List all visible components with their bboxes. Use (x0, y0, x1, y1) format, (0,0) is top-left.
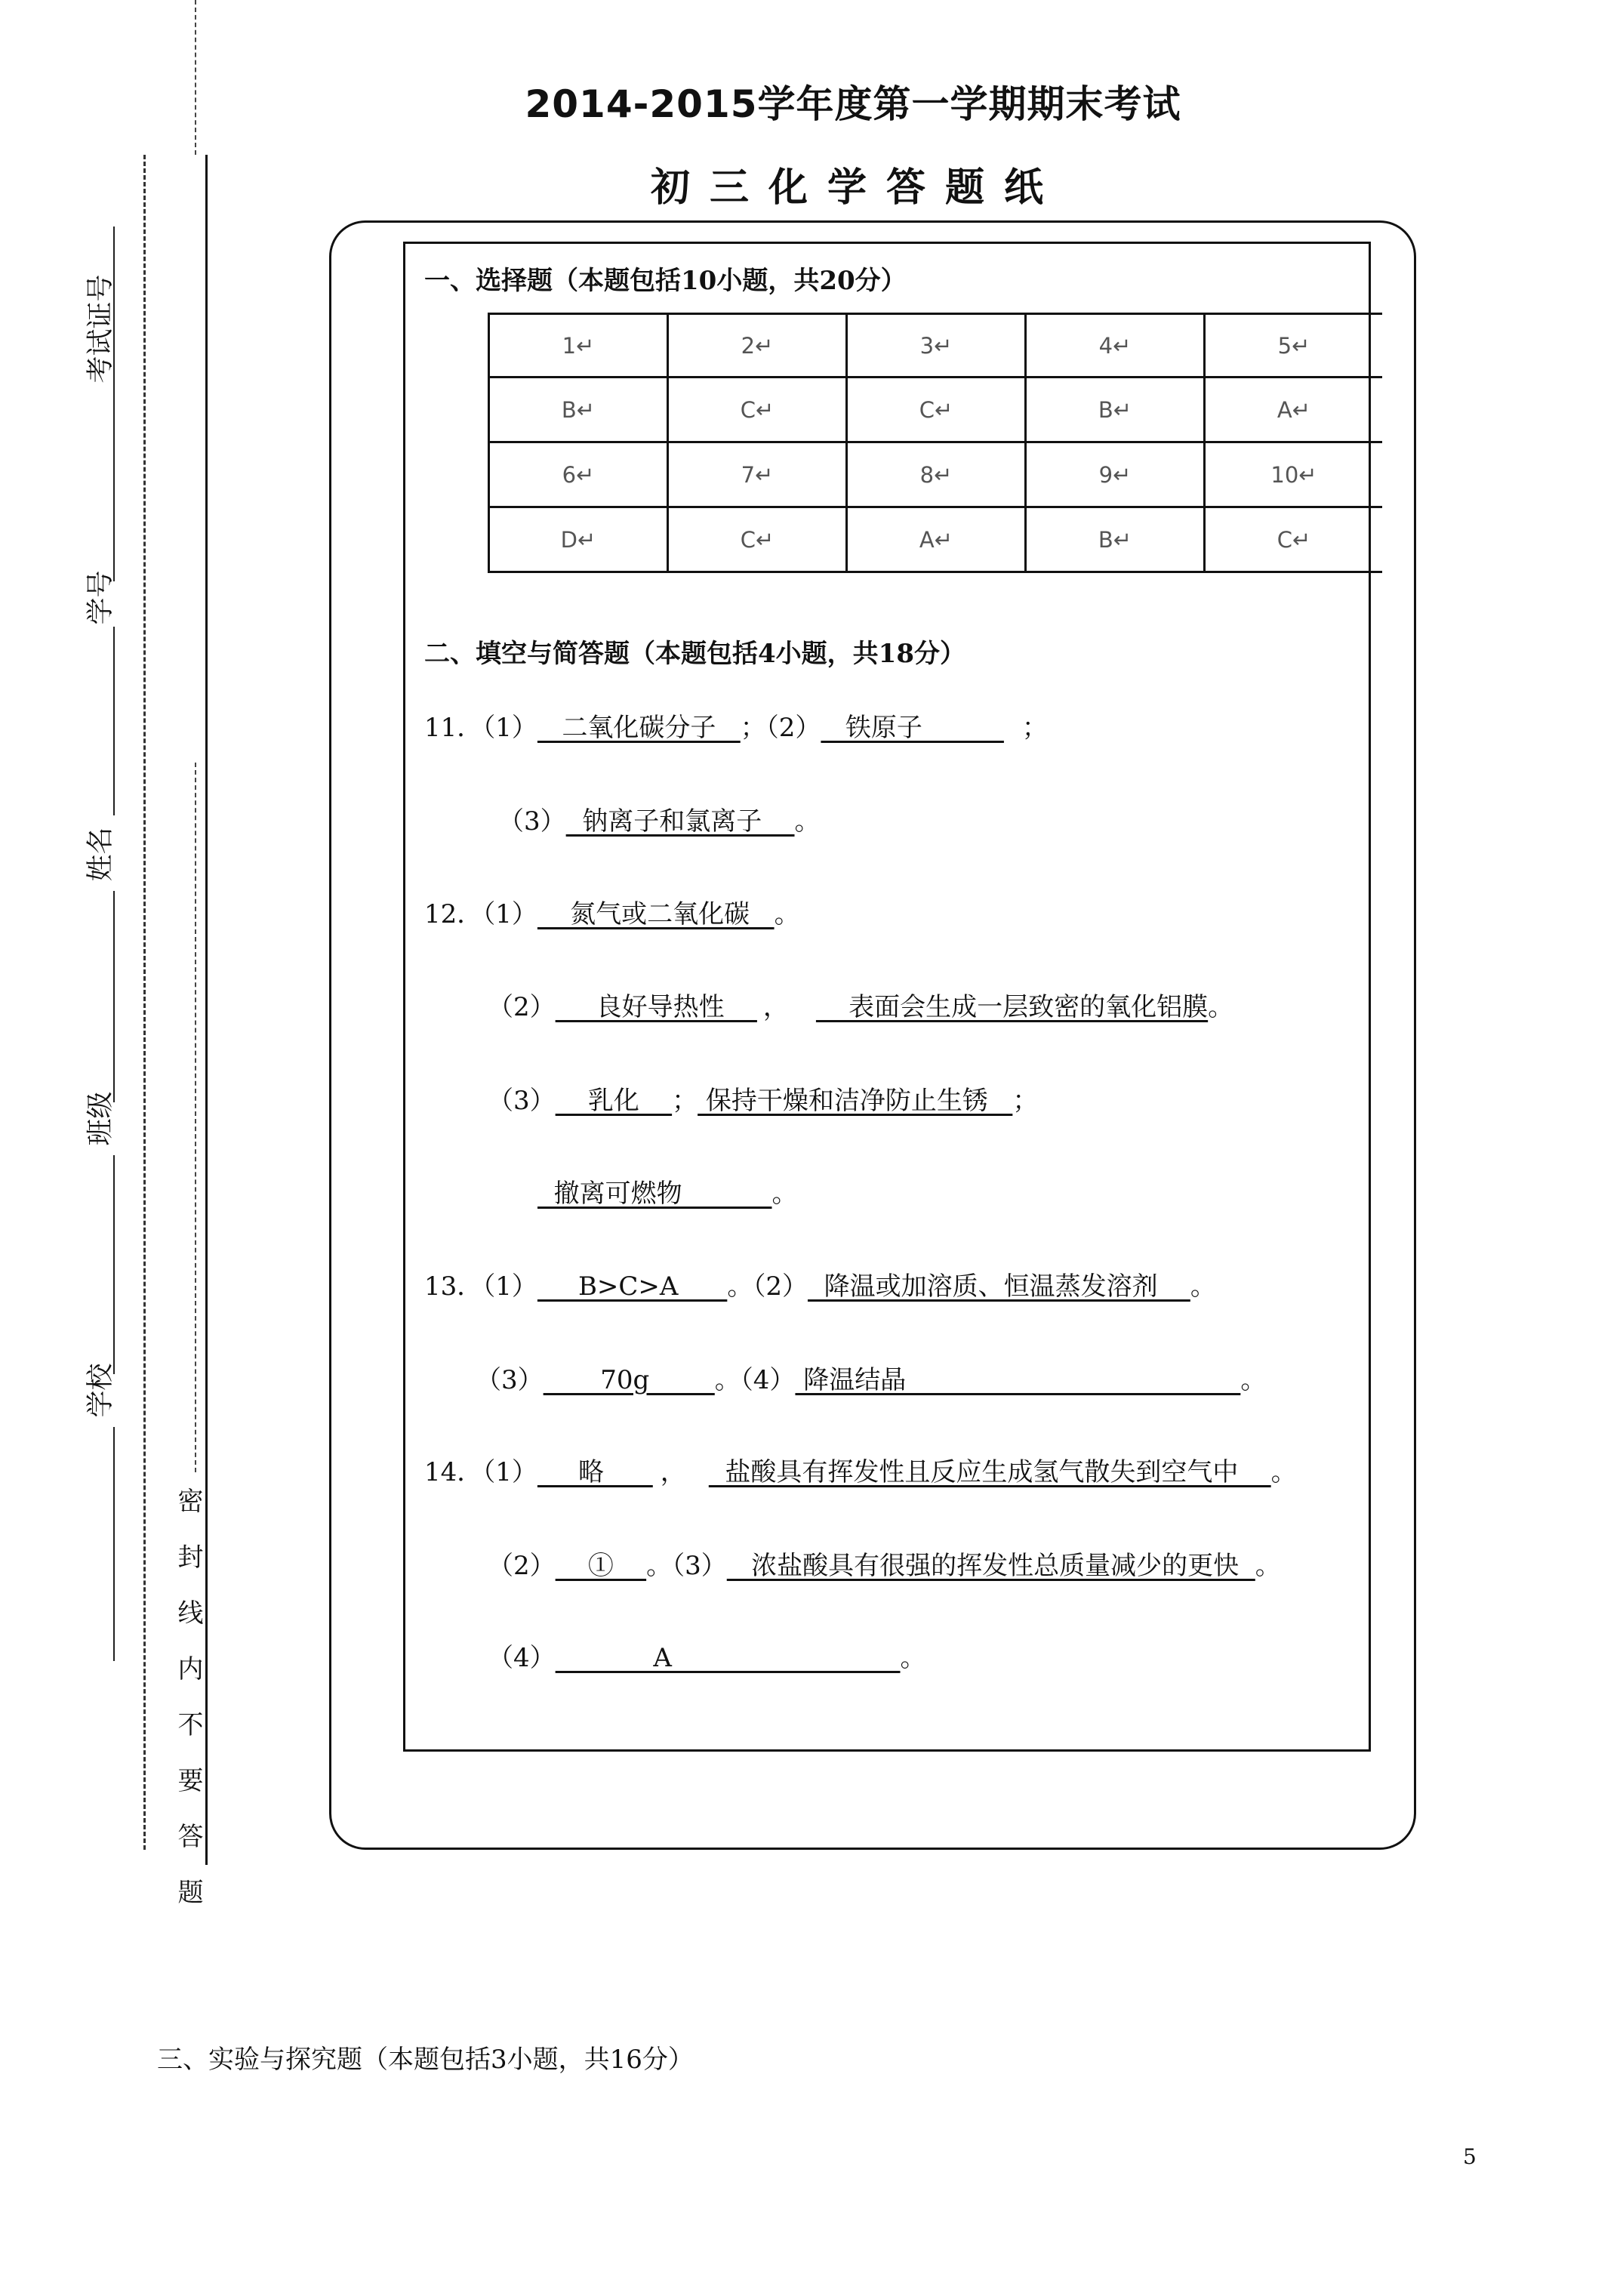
answer-blank: 降温或加溶质、恒温蒸发溶剂 (807, 1271, 1190, 1302)
table-cell: 9↵ (1026, 442, 1205, 507)
sheet-title: 初三化学答题纸 (650, 165, 1063, 211)
name-label: 姓名 (85, 827, 116, 882)
answer-blank: 70g (543, 1365, 715, 1395)
table-cell: 7↵ (668, 442, 847, 507)
table-cell: C↵ (847, 378, 1026, 442)
table-cell: C↵ (668, 378, 847, 442)
answer-blank: 降温结晶 (795, 1365, 1241, 1395)
exam-id-label: 考试证号 (85, 274, 116, 384)
table-cell: B↵ (489, 378, 668, 442)
q14-line3: （4） A 。 (488, 1643, 926, 1673)
answer-blank: 良好导热性 (555, 992, 757, 1022)
q12-line3: （3） 乳化 ； 保持干燥和洁净防止生锈 ； (488, 1086, 1039, 1116)
q13-line2: （3） 70g 。（4） 降温结晶 。 (476, 1365, 1267, 1395)
q11-line1: 11．（1） 二氧化碳分子 ；（2） 铁原子 ； (424, 713, 1048, 743)
table-cell: 4↵ (1026, 314, 1205, 378)
binding-dashed-line (143, 155, 146, 1850)
table-row (489, 507, 1383, 572)
page-number: 5 (1463, 2144, 1477, 2169)
seal-dashed-line (195, 763, 196, 1472)
section3-heading: 三、实验与探究题（本题包括3小题，共16分） (157, 2045, 694, 2075)
q12-line2: （2） 良好导热性 ， 表面会生成一层致密的氧化铝膜。 (488, 992, 1234, 1022)
answer-blank: 表面会生成一层致密的氧化铝膜 (815, 992, 1209, 1022)
q13-line1: 13．（1） B>C>A 。（2） 降温或加溶质、恒温蒸发溶剂 。 (424, 1271, 1216, 1302)
table-row (489, 442, 1383, 507)
table-cell: 6↵ (489, 442, 668, 507)
table-cell: D↵ (489, 507, 668, 572)
table-cell: B↵ (1026, 378, 1205, 442)
answer-blank: 撤离可燃物 (537, 1179, 772, 1209)
answer-blank: 浓盐酸具有很强的挥发性总质量减少的更快 (726, 1551, 1255, 1581)
answer-blank: 乳化 (555, 1086, 673, 1116)
answer-blank: 二氧化碳分子 (537, 713, 741, 743)
table-cell: 8↵ (847, 442, 1026, 507)
choice-answer-table (488, 313, 1382, 573)
table-cell: C↵ (1205, 507, 1383, 572)
seal-notice: 密封线内不要答题 (173, 1487, 203, 1934)
answer-blank: ① (555, 1551, 647, 1581)
class-label: 班级 (85, 1091, 116, 1146)
table-row (489, 314, 1383, 378)
exam-title: 2014-2015学年度第一学期期末考试 (525, 82, 1181, 126)
student-no-label: 学号 (85, 570, 116, 625)
table-cell: 3↵ (847, 314, 1026, 378)
table-cell: 5↵ (1205, 314, 1383, 378)
table-cell: 2↵ (668, 314, 847, 378)
table-cell: C↵ (668, 507, 847, 572)
table-cell: A↵ (847, 507, 1026, 572)
answer-blank: 氮气或二氧化碳 (537, 899, 775, 929)
answer-blank: 略 (537, 1457, 653, 1487)
answer-blank: 钠离子和氯离子 (565, 806, 795, 837)
q14-line1: 14．（1） 略 ， 盐酸具有挥发性且反应生成氢气散失到空气中 。 (424, 1457, 1297, 1487)
answer-blank: 铁原子 (821, 713, 1004, 743)
section1-heading: 一、选择题（本题包括10小题，共20分） (424, 266, 907, 296)
table-cell: A↵ (1205, 378, 1383, 442)
answer-blank: 盐酸具有挥发性且反应生成氢气散失到空气中 (708, 1457, 1271, 1487)
answer-blank: A (555, 1643, 901, 1673)
table-cell: B↵ (1026, 507, 1205, 572)
q12-line4: 撤离可燃物 。 (537, 1179, 798, 1209)
section2-heading: 二、填空与简答题（本题包括4小题，共18分） (424, 639, 965, 669)
q12-line1: 12．（1） 氮气或二氧化碳 。 (424, 899, 800, 929)
school-label: 学校 (85, 1363, 116, 1418)
table-row (489, 378, 1383, 442)
table-cell: 1↵ (489, 314, 668, 378)
q11-line2: （3） 钠离子和氯离子 。 (498, 806, 821, 837)
q14-line2: （2） ① 。（3） 浓盐酸具有很强的挥发性总质量减少的更快 。 (488, 1551, 1281, 1581)
answer-blank: 保持干燥和洁净防止生锈 (698, 1086, 1013, 1116)
table-cell: 10↵ (1205, 442, 1383, 507)
answer-blank: B>C>A (537, 1271, 728, 1302)
